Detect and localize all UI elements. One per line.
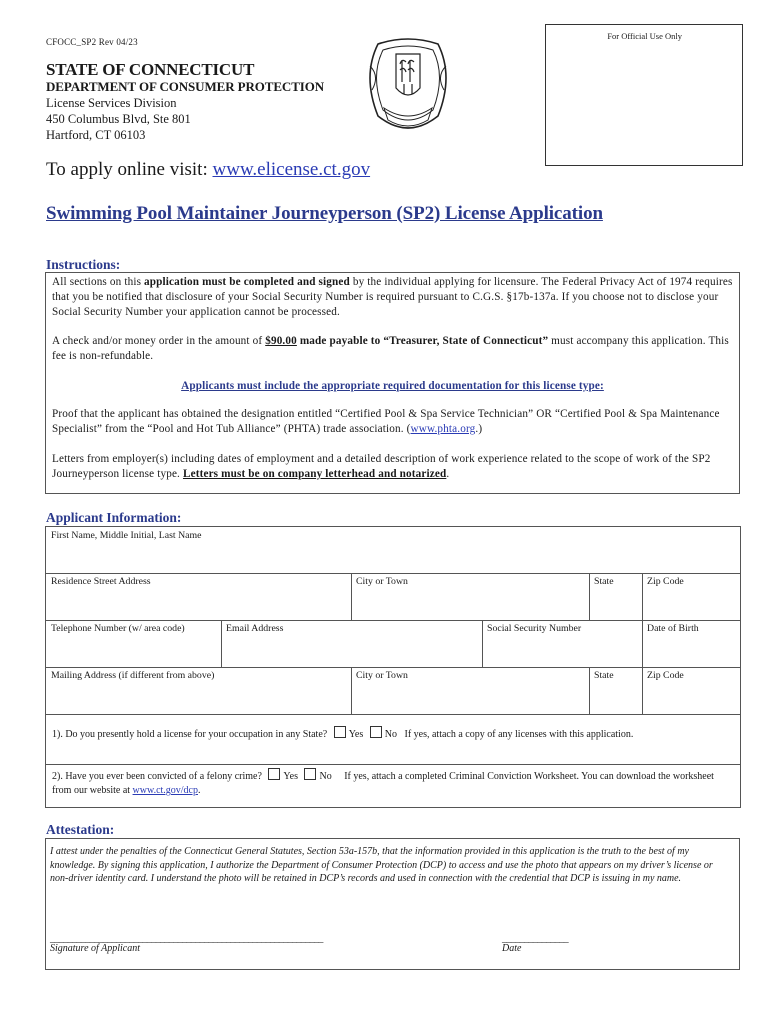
attestation-text: I attest under the penalties of the Connecticut General Statutes, Section 53a-157b, that the information provided in this application is the truth to the best of my knowledge. By signing this application, I authorize the Department of Consumer Protection (DCP) to access and use the photo that appears on my driver’s license or non-driver identity card. I understand the photo will be retained in DCP’s records and used in connection with the credential that DCP is issuing in my name. — [50, 846, 713, 884]
fee-amount: $90.00 — [265, 335, 297, 347]
p2-text-c: must accompany this application. This fee is non-refundable. — [52, 335, 729, 362]
mailing-state-label: State — [594, 670, 614, 681]
form-title: Swimming Pool Maintainer Journeyperson (SP2) License Application — [46, 203, 603, 224]
q1-yes-checkbox[interactable] — [334, 726, 346, 738]
p5-text-c: . — [446, 468, 450, 480]
p1-text-a: All sections on this — [52, 276, 145, 288]
street-address-label: Residence Street Address — [51, 576, 151, 587]
official-use-label: For Official Use Only — [607, 31, 682, 41]
full-name-label: First Name, Middle Initial, Last Name — [51, 530, 202, 541]
question-2-note: If yes, attach a completed Criminal Conviction Worksheet. You can download the worksheet from our website at — [52, 771, 714, 796]
p5-text-a: Letters from employer(s) including dates of employment and a detailed description of work experience related to the scope of work of the SP2 Journeyperson license type. — [52, 453, 711, 480]
mailing-state-field[interactable] — [589, 667, 642, 714]
question-1 — [52, 726, 734, 742]
email-field[interactable] — [221, 620, 482, 667]
signature-label: Signature of Applicant — [50, 943, 140, 954]
p4-text-a: Proof that the applicant has obtained the designation entitled “Certified Pool & Spa Service Technician” OR “Certified Pool & Spa Maintenance Specialist” from the “Pool and Hot Tub Alliance” (PHTA) trade association. ( — [52, 408, 720, 435]
department-name: DEPARTMENT OF CONSUMER PROTECTION — [46, 79, 325, 94]
q1-yes-label: Yes — [348, 729, 364, 740]
full-name-field[interactable] — [46, 527, 740, 573]
question-1-text: 1). Do you presently hold a license for your occupation in any State? — [52, 729, 328, 740]
p2-text-bold: made payable to “Treasurer, State of Connecticut” — [296, 335, 549, 347]
date-label: Date — [502, 943, 522, 954]
mailing-address-label: Mailing Address (if different from above) — [51, 670, 215, 681]
state-seal-icon — [358, 36, 458, 138]
p1-text-c: by the individual applying for licensure. The Federal Privacy Act of 1974 requires that you be notified that disclosure of your Social Security Number is required pursuant to C.G.S. §17b-137a. If you choose not to disclose your Social Security Number your application cannot be processed. — [52, 276, 733, 318]
question-2-note-end: . — [198, 785, 201, 796]
applicant-info-box — [45, 526, 741, 808]
q2-yes-label: Yes — [283, 771, 298, 782]
email-label: Email Address — [226, 623, 284, 634]
state-field[interactable] — [589, 573, 642, 620]
p5-text-bold: Letters must be on company letterhead and notarized — [182, 468, 447, 480]
question-2-text: 2). Have you ever been convicted of a felony crime? — [52, 771, 262, 782]
signature-line[interactable]: ______________________________________________________________ — [50, 933, 323, 944]
q2-yes-checkbox[interactable] — [268, 768, 280, 780]
address-line-1: License Services Division — [46, 96, 177, 110]
apply-online-line — [46, 159, 370, 181]
dob-field[interactable] — [642, 620, 740, 667]
instructions-paragraph-4 — [52, 407, 733, 437]
p2-text-a: A check and/or money order in the amount of — [52, 335, 266, 347]
instructions-paragraph-5 — [52, 452, 733, 482]
city-field[interactable] — [351, 573, 589, 620]
q2-no-label: No — [319, 771, 332, 782]
instructions-box — [45, 272, 740, 494]
q2-no-checkbox[interactable] — [304, 768, 316, 780]
mailing-city-field[interactable] — [351, 667, 589, 714]
address-line-3: Hartford, CT 06103 — [46, 128, 146, 142]
telephone-label: Telephone Number (w/ area code) — [51, 623, 185, 634]
zip-label: Zip Code — [647, 576, 684, 587]
mailing-city-label: City or Town — [356, 670, 408, 681]
elicense-link[interactable]: www.elicense.ct.gov — [212, 159, 371, 180]
form-id: CFOCC_SP2 Rev 04/23 — [46, 37, 138, 47]
ssn-label: Social Security Number — [487, 623, 582, 634]
instructions-paragraph-2 — [52, 334, 733, 364]
attestation-box — [45, 838, 740, 970]
street-address-field[interactable] — [46, 573, 351, 620]
state-name: STATE OF CONNECTICUT — [46, 60, 255, 79]
ssn-field[interactable] — [482, 620, 642, 667]
apply-online-prefix: To apply online visit: — [46, 159, 213, 180]
p1-text-bold: application must be completed and signed — [144, 276, 350, 288]
applicant-info-label: Applicant Information: — [46, 510, 182, 525]
mailing-zip-field[interactable] — [642, 667, 740, 714]
date-line[interactable]: _______________ — [502, 933, 569, 944]
city-label: City or Town — [356, 576, 408, 587]
address-line-2: 450 Columbus Blvd, Ste 801 — [46, 112, 191, 126]
state-label: State — [594, 576, 614, 587]
telephone-field[interactable] — [46, 620, 221, 667]
question-2 — [52, 768, 734, 798]
documentation-heading: Applicants must include the appropriate required documentation for this license type: — [181, 380, 604, 392]
instructions-paragraph-1 — [52, 275, 733, 320]
attestation-label: Attestation: — [46, 822, 115, 837]
q1-no-checkbox[interactable] — [370, 726, 382, 738]
mailing-address-field[interactable] — [46, 667, 351, 714]
dcp-website-link[interactable]: www.ct.gov/dcp — [132, 785, 198, 796]
p4-text-b: .) — [475, 423, 483, 435]
official-use-box — [545, 24, 743, 166]
phta-link[interactable]: www.phta.org — [410, 423, 476, 435]
q1-no-label: No — [384, 729, 397, 740]
mailing-zip-label: Zip Code — [647, 670, 684, 681]
question-1-note: If yes, attach a copy of any licenses with this application. — [404, 729, 634, 740]
zip-field[interactable] — [642, 573, 740, 620]
dob-label: Date of Birth — [647, 623, 699, 634]
instructions-label: Instructions: — [46, 257, 121, 272]
